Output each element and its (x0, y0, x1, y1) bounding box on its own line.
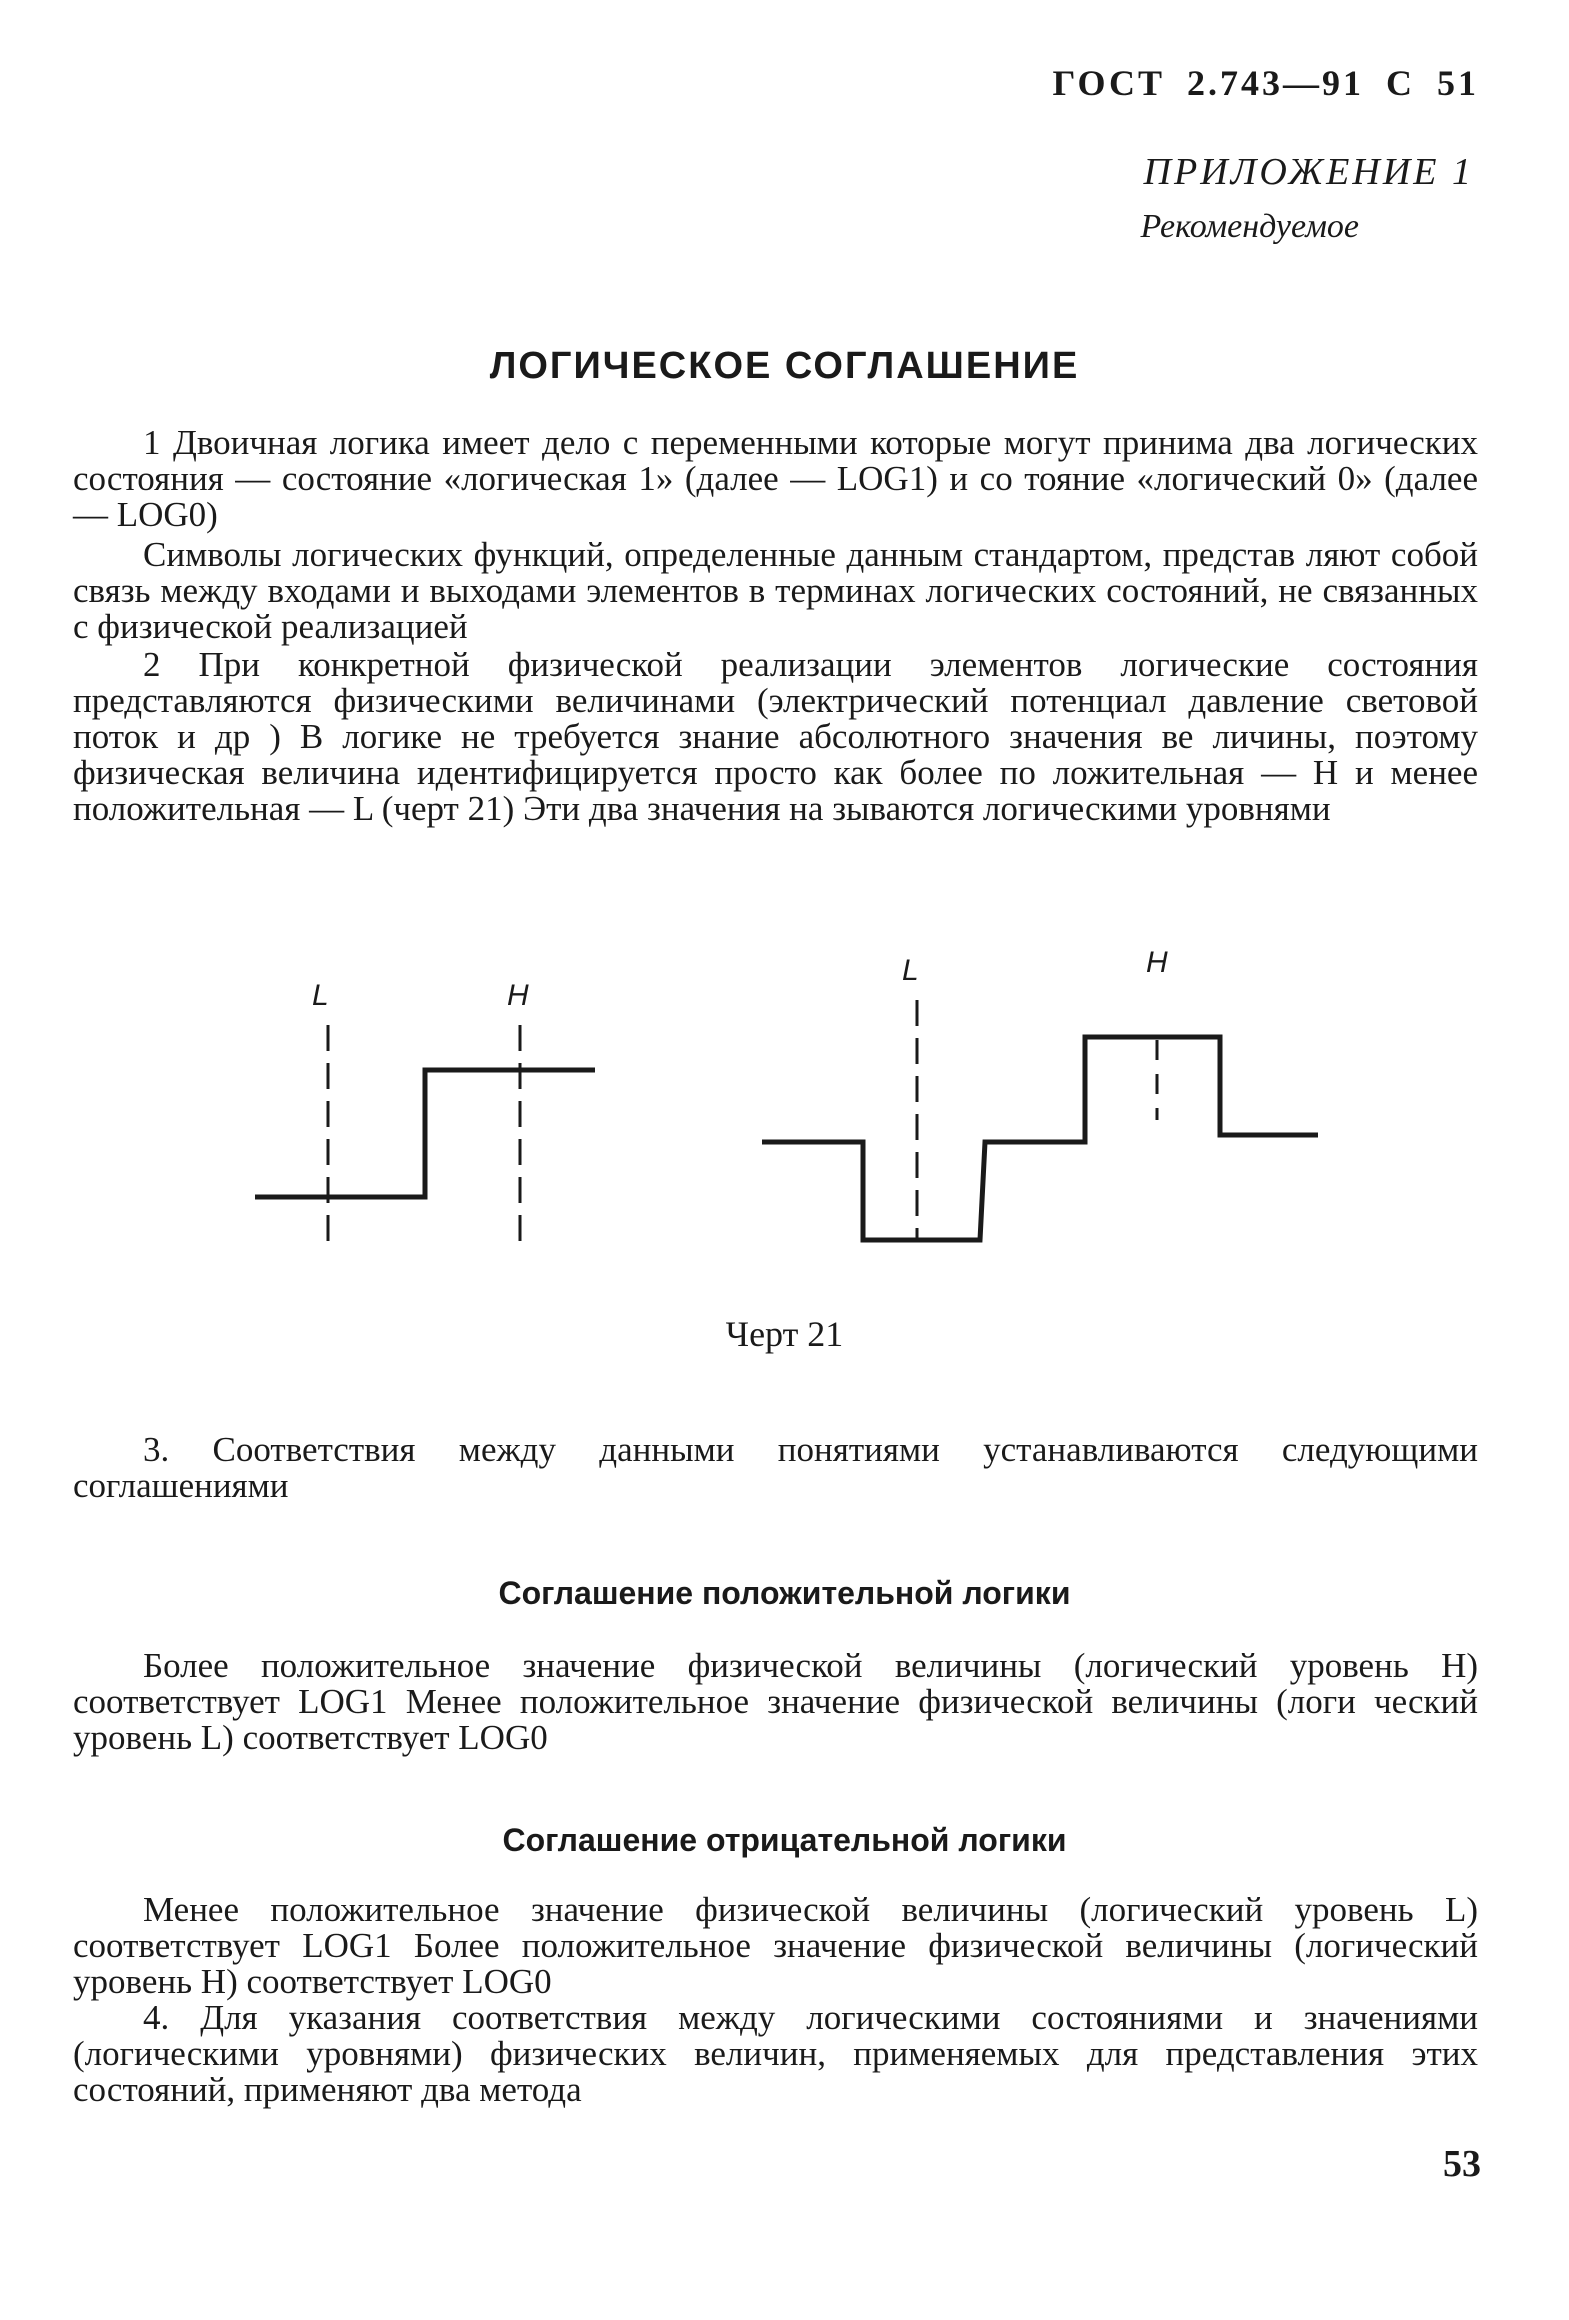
left-h-label: H (507, 979, 529, 1012)
paragraph-4: 3. Соответствия между данными понятиями устанавливаются следующими соглашениями (73, 1430, 1478, 1505)
paragraph-3: 2 При конкретной физической реализации элементов логические состояния представляются физическими величинами (электрический потенциал давление световой поток и др ) В логике не требуется знание абсолютного значения ве личины, поэтому физическая величина идентифицируется просто как более по ложительная — H и менее положительная — L (черт 21) Эти два значения на зываются логическими уровнями (73, 645, 1478, 828)
paragraph-2: Символы логических функций, определенные данным стандартом, представ ляют собой связь между входами и выходами элементов в терминах логических состояний, не связанных с физической реализацией (73, 535, 1478, 646)
right-l-label: L (902, 954, 919, 987)
appendix-status: Рекомендуемое (1140, 208, 1359, 245)
standard-header: ГОСТ 2.743—91 С 51 (1052, 63, 1479, 103)
appendix-label: ПРИЛОЖЕНИЕ 1 (1143, 151, 1474, 193)
right-pulse-waveform (762, 1037, 1318, 1240)
negative-logic-subhead: Соглашение отрицательной логики (502, 1822, 1067, 1858)
positive-logic-subhead: Соглашение положительной логики (498, 1575, 1071, 1611)
page-number: 53 (1443, 2143, 1481, 2185)
paragraph-1: 1 Двоичная логика имеет дело с переменными которые могут принима два логических состояния — состояние «логическая 1» (далее — LOG1) и со тояние «логический 0» (далее — LOG0) (73, 423, 1478, 534)
paragraph-6: Менее положительное значение физической величины (логический уровень L) соответствует LOG1 Более положительное значение физической величины (логический уровень H) соответствует LOG0 (73, 1890, 1478, 2001)
left-l-label: L (312, 979, 329, 1012)
figure-caption: Черт 21 (725, 1314, 844, 1354)
section-title: ЛОГИЧЕСКОЕ СОГЛАШЕНИЕ (489, 345, 1080, 387)
paragraph-7: 4. Для указания соответствия между логическими состояниями и значениями (логическими уровнями) физических величин, применяемых для представления этих состояний, применяют два метода (73, 1998, 1478, 2109)
paragraph-5: Более положительное значение физической величины (логический уровень Н) соответствует LOG1 Менее положительное значение физической величины (логи ческий уровень L) соответствует LOG0 (73, 1646, 1478, 1757)
left-step-waveform (255, 1070, 595, 1197)
right-h-label: H (1146, 946, 1168, 979)
